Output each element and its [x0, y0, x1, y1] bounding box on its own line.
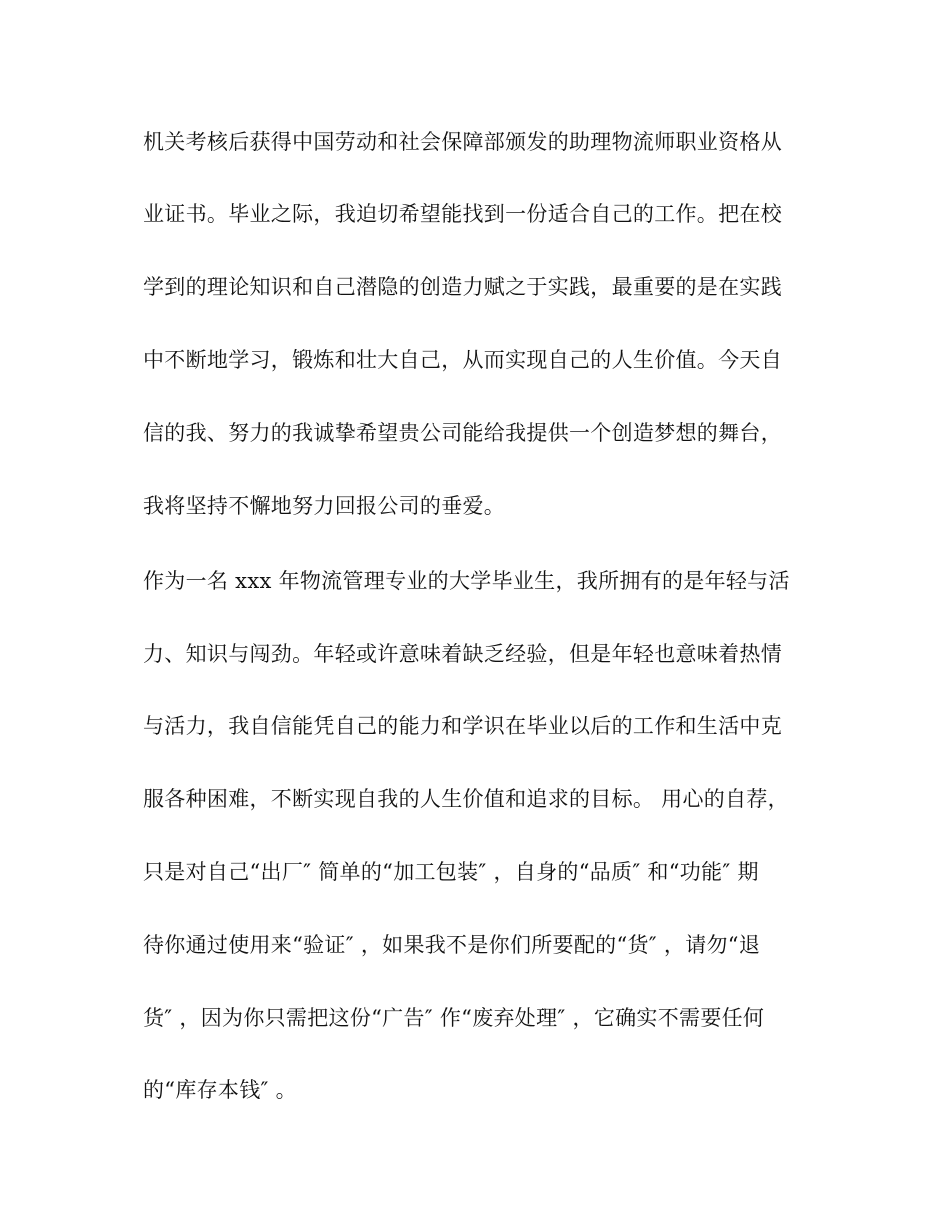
text-line: 待你通过使用来“验证″ ，如果我不是你们所要配的“货″ ，请勿“退 — [143, 933, 761, 957]
text-line: 中不断地学习，锻炼和壮大自己，从而实现自己的人生价值。今天自 — [143, 348, 782, 372]
text-line: 作为一名 xxx 年物流管理专业的大学毕业生，我所拥有的是年轻与活 — [143, 569, 790, 593]
text-line: 的“库存本钱″ 。 — [143, 1078, 297, 1102]
text-line: 学到的理论知识和自己潜隐的创造力赋之于实践，最重要的是在实践 — [143, 275, 782, 299]
text-line: 只是对自己“出厂″ 简单的“加工包装″ ，自身的“品质″ 和“功能″ 期 — [143, 860, 759, 884]
text-line: 与活力，我自信能凭自己的能力和学识在毕业以后的工作和生活中克 — [143, 714, 782, 738]
text-line: 信的我、努力的我诚挚希望贵公司能给我提供一个创造梦想的舞台， — [143, 421, 782, 445]
text-line: 我将坚持不懈地努力回报公司的垂爱。 — [143, 494, 506, 518]
text-line: 业证书。毕业之际，我迫切希望能找到一份适合自己的工作。把在校 — [143, 202, 782, 226]
text-line: 货″ ，因为你只需把这份“广告″ 作“废弃处理″ ，它确实不需要任何 — [143, 1006, 765, 1030]
text-line: 机关考核后获得中国劳动和社会保障部颁发的助理物流师职业资格从 — [143, 130, 782, 154]
text-line: 服各种困难，不断实现自我的人生价值和追求的目标。 用心的自荐， — [143, 787, 789, 811]
text-line: 力、知识与闯劲。年轻或许意味着缺乏经验，但是年轻也意味着热情 — [143, 642, 782, 666]
